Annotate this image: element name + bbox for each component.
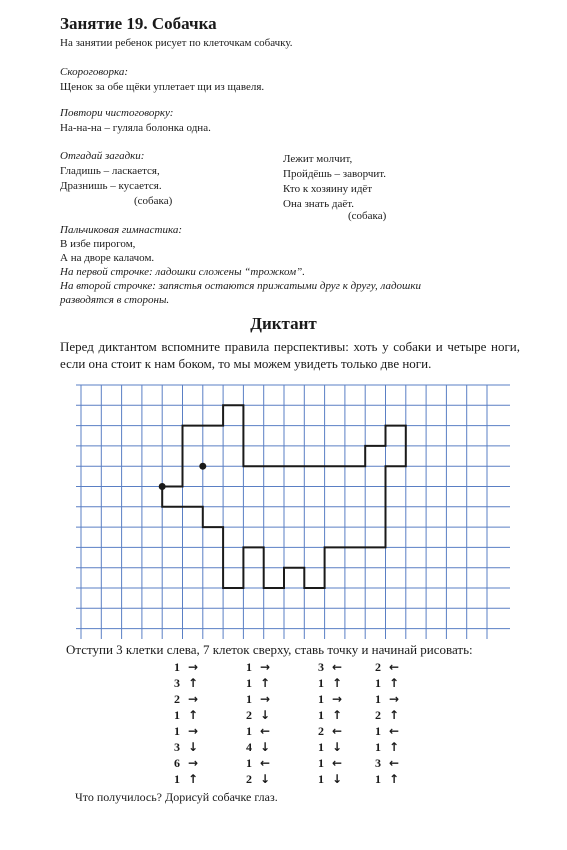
command-row	[312, 659, 352, 675]
step-count: 1	[174, 708, 180, 722]
command-row	[369, 723, 409, 739]
arrow-left-icon: ←	[260, 724, 271, 738]
arrow-right-icon: →	[188, 724, 199, 738]
riddle-right-answer: (собака)	[348, 210, 387, 222]
dictation-closing: Что получилось? Дорисуй собачке глаз.	[75, 790, 278, 804]
arrow-down-icon: ↓	[332, 740, 343, 754]
arrow-up-icon: ↑	[389, 708, 400, 722]
arrow-up-icon: ↑	[260, 676, 271, 690]
clear-speech-text: На-на-на – гуляла болонка одна.	[60, 122, 211, 134]
clear-speech-heading: Повтори чистоговорку:	[60, 107, 174, 119]
command-row	[312, 739, 352, 755]
finger-gym-note-3: разводятся в стороны.	[60, 294, 170, 306]
step-count: 1	[246, 660, 252, 674]
page-title: Занятие 19. Собачка	[60, 14, 217, 33]
step-count: 1	[375, 676, 381, 690]
step-count: 6	[174, 756, 180, 770]
command-row	[168, 659, 208, 675]
command-row	[312, 771, 352, 787]
step-count: 1	[375, 772, 381, 786]
arrow-down-icon: ↓	[260, 772, 271, 786]
command-row	[312, 755, 352, 771]
step-count: 1	[246, 756, 252, 770]
step-count: 1	[246, 724, 252, 738]
step-count: 3	[174, 740, 180, 754]
arrow-up-icon: ↑	[332, 708, 343, 722]
arrow-left-icon: ←	[260, 756, 271, 770]
step-count: 1	[375, 740, 381, 754]
step-count: 1	[318, 756, 324, 770]
arrow-down-icon: ↓	[260, 740, 271, 754]
arrow-up-icon: ↑	[188, 676, 199, 690]
command-row	[369, 691, 409, 707]
step-count: 1	[246, 692, 252, 706]
step-count: 3	[375, 756, 381, 770]
step-count: 1	[246, 676, 252, 690]
command-row	[369, 755, 409, 771]
step-count: 1	[318, 772, 324, 786]
riddle-right-line-1: Лежит молчит,	[283, 153, 353, 165]
step-count: 1	[174, 660, 180, 674]
arrow-right-icon: →	[188, 660, 199, 674]
arrow-up-icon: ↑	[389, 676, 400, 690]
step-count: 1	[375, 692, 381, 706]
dictation-title: Диктант	[250, 314, 317, 333]
riddle-right-line-2: Пройдёшь – заворчит.	[283, 168, 387, 180]
arrow-left-icon: ←	[332, 660, 343, 674]
finger-gym-heading: Пальчиковая гимнастика:	[60, 224, 182, 236]
tongue-twister-heading: Скороговорка:	[60, 66, 129, 78]
step-count: 4	[246, 740, 252, 754]
command-row	[312, 723, 352, 739]
command-row	[240, 659, 280, 675]
command-row	[240, 755, 280, 771]
command-row	[312, 707, 352, 723]
step-count: 1	[318, 708, 324, 722]
command-row	[168, 707, 208, 723]
arrow-left-icon: ←	[389, 756, 400, 770]
command-column-4	[369, 659, 409, 787]
command-row	[240, 675, 280, 691]
command-row	[240, 691, 280, 707]
command-row	[369, 675, 409, 691]
dog-eye	[199, 463, 206, 470]
finger-gym-note-1: На первой строчке: ладошки сложены “трожком”.	[60, 266, 305, 278]
command-column-3	[312, 659, 352, 787]
step-count: 3	[318, 660, 324, 674]
step-count: 2	[318, 724, 324, 738]
command-row	[369, 659, 409, 675]
command-column-2	[240, 659, 280, 787]
arrow-up-icon: ↑	[188, 772, 199, 786]
command-row	[240, 739, 280, 755]
dictation-intro: Перед диктантом вспомните правила перспективы: хоть у собаки и четыре ноги, если она стоит к нам боком, то мы можем увидеть только две ноги.	[60, 339, 520, 371]
arrow-right-icon: →	[260, 692, 271, 706]
step-count: 2	[375, 708, 381, 722]
command-row	[369, 707, 409, 723]
riddle-left-line-1: Гладишь – ласкается,	[60, 165, 160, 177]
dictation-instruction: Отступи 3 клетки слева, 7 клеток сверху, ставь точку и начинай рисовать:	[66, 642, 473, 657]
subtitle: На занятии ребенок рисует по клеточкам собачку.	[60, 37, 293, 49]
arrow-right-icon: →	[260, 660, 271, 674]
command-row	[312, 675, 352, 691]
finger-gym-line-1: В избе пирогом,	[60, 238, 136, 250]
step-count: 1	[174, 724, 180, 738]
step-count: 2	[174, 692, 180, 706]
command-row	[240, 707, 280, 723]
command-row	[168, 771, 208, 787]
command-row	[168, 739, 208, 755]
command-row	[369, 739, 409, 755]
arrow-up-icon: ↑	[188, 708, 199, 722]
arrow-right-icon: →	[389, 692, 400, 706]
arrow-left-icon: ←	[389, 724, 400, 738]
command-row	[240, 771, 280, 787]
finger-gym-line-2: А на дворе калачом.	[60, 252, 155, 264]
arrow-up-icon: ↑	[332, 676, 343, 690]
arrow-down-icon: ↓	[332, 772, 343, 786]
riddle-left-answer: (собака)	[134, 195, 173, 207]
arrow-left-icon: ←	[389, 660, 400, 674]
start-point	[159, 483, 166, 490]
command-row	[312, 691, 352, 707]
arrow-down-icon: ↓	[260, 708, 271, 722]
arrow-left-icon: ←	[332, 724, 343, 738]
step-count: 2	[246, 708, 252, 722]
arrow-right-icon: →	[332, 692, 343, 706]
tongue-twister-text: Щенок за обе щёки уплетает щи из щавеля.	[60, 81, 265, 93]
step-count: 1	[318, 740, 324, 754]
command-row	[240, 723, 280, 739]
arrow-up-icon: ↑	[389, 772, 400, 786]
command-row	[168, 675, 208, 691]
step-count: 1	[318, 676, 324, 690]
riddle-right-line-4: Она знать даёт.	[283, 198, 354, 210]
riddles-heading: Отгадай загадки:	[60, 150, 145, 162]
step-count: 1	[375, 724, 381, 738]
step-count: 2	[375, 660, 381, 674]
command-column-1	[168, 659, 208, 787]
command-row	[168, 755, 208, 771]
command-row	[168, 691, 208, 707]
step-count: 1	[318, 692, 324, 706]
command-row	[369, 771, 409, 787]
arrow-up-icon: ↑	[389, 740, 400, 754]
arrow-left-icon: ←	[332, 756, 343, 770]
arrow-down-icon: ↓	[188, 740, 199, 754]
step-count: 3	[174, 676, 180, 690]
arrow-right-icon: →	[188, 692, 199, 706]
arrow-right-icon: →	[188, 756, 199, 770]
command-row	[168, 723, 208, 739]
step-count: 1	[174, 772, 180, 786]
step-count: 2	[246, 772, 252, 786]
riddle-right-line-3: Кто к хозяину идёт	[283, 183, 373, 195]
finger-gym-note-2: На второй строчке: запястья остаются прижатыми друг к другу, ладошки	[60, 280, 421, 292]
riddle-left-line-2: Дразнишь – кусается.	[60, 180, 162, 192]
